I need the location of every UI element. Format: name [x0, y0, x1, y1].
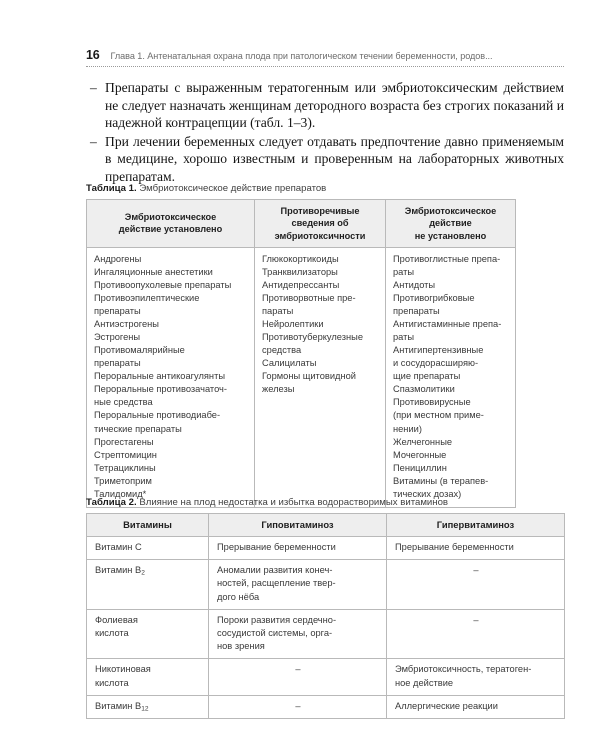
table-cell-line: Эстрогены [94, 332, 141, 343]
table2-caption [86, 497, 448, 508]
table1-body-row [87, 247, 516, 507]
table-cell-line: Противорвотные пре- [262, 293, 356, 304]
table-cell-line: Глюкокортикоиды [262, 253, 339, 264]
table-cell-line: Гормоны щитовидной [262, 371, 356, 382]
table1-caption-label: Таблица 1. [86, 183, 137, 194]
table2-cell-hypervitaminosis: Эмбриотоксичность, тератоген- ное действие [387, 659, 565, 695]
table2-cell-hypovitaminosis: – [209, 695, 387, 718]
table2-cell-vitamin: Никотиновая кислота [87, 659, 209, 695]
table2-caption-text: Влияние на плод недостатка и избытка водорастворимых витаминов [136, 497, 448, 508]
table1-col3-list [393, 253, 509, 501]
table-vitamin-effects [86, 513, 565, 719]
table-cell-line: средства [262, 345, 302, 356]
table2-cell-hypovitaminosis: Прерывание беременности [209, 537, 387, 560]
table-cell-line: Противоглистные препа- [393, 253, 501, 264]
running-head [86, 48, 564, 62]
table-cell-line: Андрогены [94, 253, 142, 264]
table-cell-line: (при местном приме- [393, 410, 484, 421]
table2-col-header-3: Гипервитаминоз [387, 514, 565, 537]
table2-cell-hypovitaminosis: Аномалии развития конеч- ностей, расщепление твер- дого нёба [209, 560, 387, 610]
table-cell-line: Противомалярийные [94, 345, 185, 356]
table1-col-header-2: Противоречивые сведения об эмбриотоксичности [255, 200, 386, 248]
table2-cell-vitamin: Витамин $В_2$ [87, 560, 209, 610]
table-cell-line: Триметоприм [94, 475, 152, 486]
table-cell-line: Пенициллин [393, 462, 447, 473]
table1-col1-list [94, 253, 248, 501]
table-cell-line: Пероральные антикоагулянты [94, 371, 226, 382]
page-number: 16 [86, 48, 100, 62]
table2-body [87, 537, 565, 719]
table2-caption-label: Таблица 2. [86, 497, 137, 508]
table-cell-line: препараты [393, 306, 440, 317]
table-row [87, 659, 565, 695]
table-cell-line: Мочегонные [393, 449, 447, 460]
table-cell-line: Витамины (в терапев- [393, 475, 489, 486]
table-cell-line: щие препараты [393, 371, 461, 382]
table-cell-line: раты [393, 332, 415, 343]
table2-col-header-1: Витамины [87, 514, 209, 537]
table2-cell-hypervitaminosis: – [387, 560, 565, 610]
list-dash: – [90, 80, 97, 95]
table1-caption-text: Эмбриотоксическое действие препаратов [136, 183, 327, 194]
list-item [90, 133, 564, 186]
table-cell-line: Антигипертензивные [393, 345, 484, 356]
table-cell-line: Пероральные противодиабе- [94, 410, 221, 421]
table-cell-line: Противоэпилептические [94, 293, 200, 304]
table-embryotoxic-effects [86, 199, 516, 508]
body-text [90, 79, 564, 187]
table-cell-line: Тетрациклины [94, 462, 156, 473]
list-item-text: Препараты с выраженным тератогенным или эмбриотоксическим действием не следует назначать женщинам детородного возраста без строгих показаний и надежной контрацепции (табл. 1–3). [105, 80, 564, 131]
table2-cell-hypovitaminosis: – [209, 659, 387, 695]
table-cell-line: ные средства [94, 397, 153, 408]
table-row [87, 609, 565, 659]
table-cell-line: нении) [393, 423, 422, 434]
table2-cell-vitamin: Витамин С [87, 537, 209, 560]
table-cell-line: препараты [94, 306, 141, 317]
table-cell-line: Желчегонные [393, 436, 453, 447]
table-cell-line: параты [262, 306, 294, 317]
table-cell-line: Противогрибковые [393, 293, 475, 304]
table-cell-line: Салицилаты [262, 358, 317, 369]
table-cell-line: Антигистаминные препа- [393, 319, 502, 330]
table-cell-line: и сосудорасширяю- [393, 358, 479, 369]
table2-header-row [87, 514, 565, 537]
table-cell-line: Талидомид* [94, 488, 147, 499]
table2-cell-hypervitaminosis: – [387, 609, 565, 659]
table2-cell-vitamin: Фолиевая кислота [87, 609, 209, 659]
table2-cell-vitamin: Витамин $В_{12}$ [87, 695, 209, 718]
table1-cell-col2 [255, 247, 386, 507]
table2-cell-hypovitaminosis: Пороки развития сердечно- сосудистой системы, орга- нов зрения [209, 609, 387, 659]
table1-header-row [87, 200, 516, 248]
table1-col-header-1: Эмбриотоксическое действие установлено [87, 200, 255, 248]
table-cell-line: Пероральные противозачаточ- [94, 384, 227, 395]
table1-cell-col1 [87, 247, 255, 507]
table-cell-line: Прогестагены [94, 436, 154, 447]
list-item [90, 79, 564, 132]
table-cell-line: Противотуберкулезные [262, 332, 364, 343]
table-cell-line: тические препараты [94, 423, 182, 434]
table-cell-line: Противоопухолевые препараты [94, 279, 232, 290]
table2-cell-hypervitaminosis: Аллергические реакции [387, 695, 565, 718]
table-cell-line: Нейролептики [262, 319, 324, 330]
table1-cell-col3 [386, 247, 516, 507]
table-cell-line: Стрептомицин [94, 449, 157, 460]
table2-cell-hypervitaminosis: Прерывание беременности [387, 537, 565, 560]
table-cell-line: Противовирусные [393, 397, 471, 408]
table-cell-line: Спазмолитики [393, 384, 455, 395]
running-head-divider [86, 66, 564, 67]
list-item-text: При лечении беременных следует отдавать предпочтение давно применяемым в медицине, хорошо известным и проверенным на лабораторных животных препаратам. [105, 133, 564, 184]
table-cell-line: препараты [94, 358, 141, 369]
table-row [87, 560, 565, 610]
table-cell-line: Антидепрессанты [262, 279, 340, 290]
table-cell-line: Антиэстрогены [94, 319, 159, 330]
table-cell-line: Антидоты [393, 279, 436, 290]
table-cell-line: железы [262, 384, 295, 395]
table1-caption [86, 183, 326, 194]
table1-col-header-3: Эмбриотоксическое действие не установлено [386, 200, 516, 248]
table1-col2-list [262, 253, 379, 397]
table2-col-header-2: Гиповитаминоз [209, 514, 387, 537]
list-dash: – [90, 133, 97, 149]
table-row [87, 695, 565, 718]
table-cell-line: Транквилизаторы [262, 266, 338, 277]
table-cell-line: Ингаляционные анестетики [94, 266, 213, 277]
table-row [87, 537, 565, 560]
table-cell-line: тических дозах) [393, 488, 462, 499]
chapter-title: Глава 1. Антенатальная охрана плода при патологическом течении беременности, родов... [110, 51, 493, 61]
table-cell-line: раты [393, 266, 415, 277]
